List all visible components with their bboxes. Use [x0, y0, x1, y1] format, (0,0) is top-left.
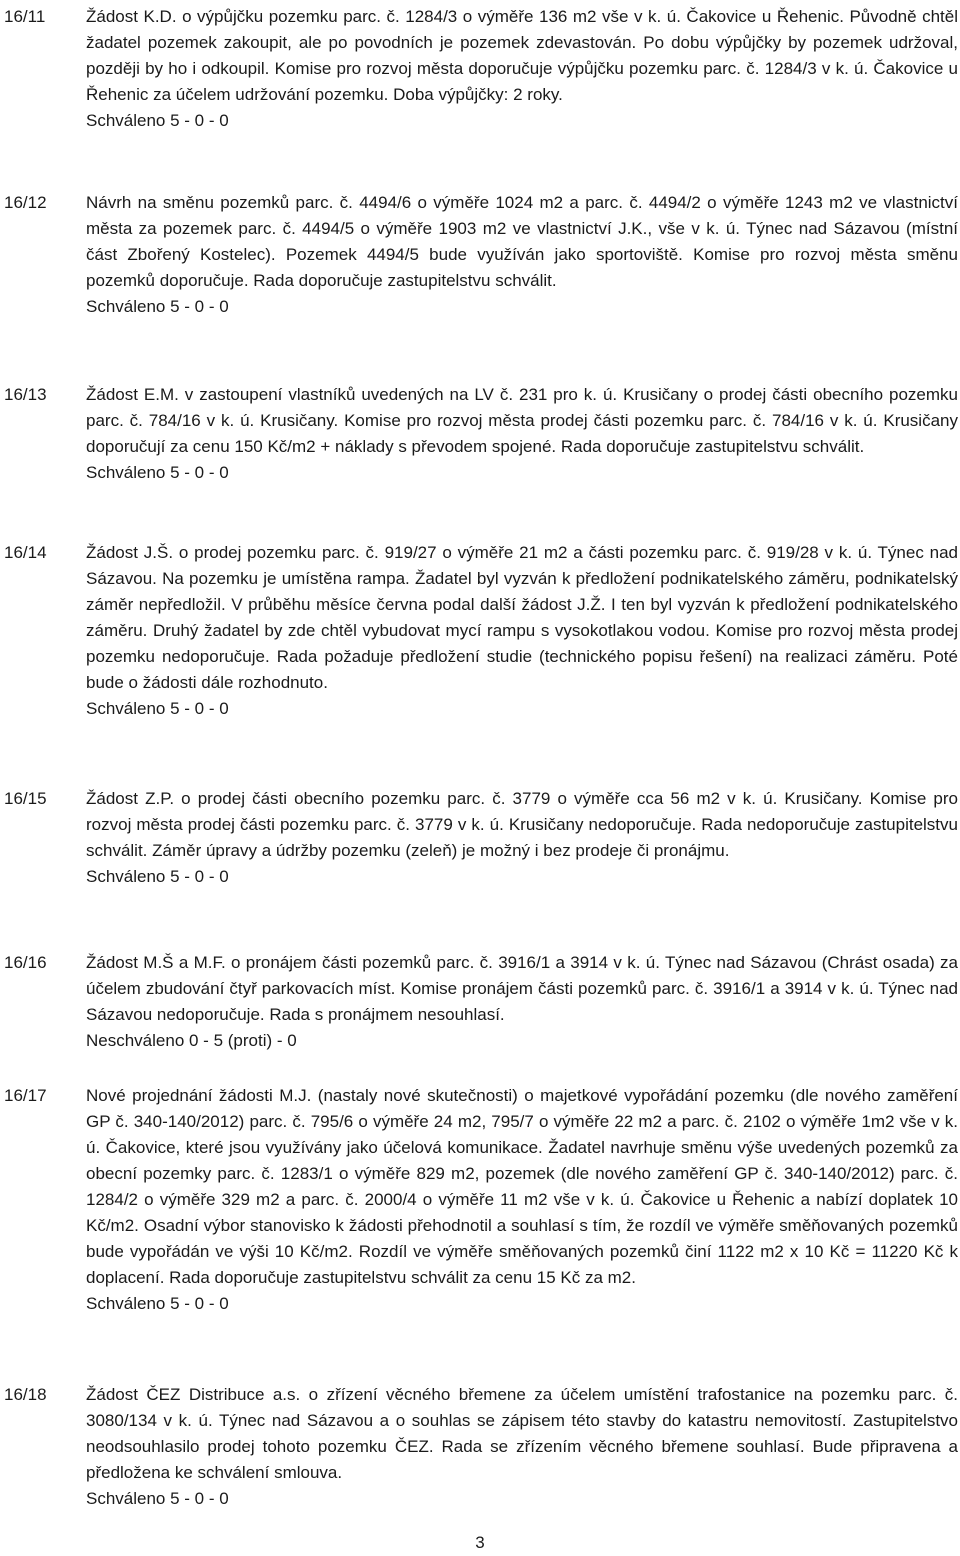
vote-result: Schváleno 5 - 0 - 0 [86, 1489, 229, 1508]
resolution-number: 16/12 [4, 193, 47, 212]
resolution-text: Nové projednání žádosti M.J. (nastaly nové skutečnosti) o majetkové vypořádání pozemku (dle nového zaměření GP č. 340-140/2012) parc. č. 795/6 o výměře 24 m2, 795/7 o výměře 22 m2 a parc. č. 2102 o výměře 1m2 vše v k. ú. Čakovice, které jsou využívány jako účelová komunikace. Žadatel navrhuje směnu výše uvedených pozemků za obecní pozemky parc. č. 1283/1 o výměře 829 m2, pozemek (dle nového zaměření GP č. 340-140/2012) parc. č. 1284/2 o výměře 329 m2 a parc. č. 2000/4 o výměře 11 m2 vše v k. ú. Čakovice u Řehenic a nabízí doplatek 10 Kč/m2. Osadní výbor stanovisko k žádosti přehodnotil a souhlasí s tím, že rozdíl ve výměře směňovaných pozemků bude vypořádán ve výši 10 Kč/m2. Rozdíl ve výměře směňovaných pozemků činí 1122 m2 x 10 Kč = 11220 Kč k doplacení. Rada doporučuje zastupitelstvu schválit za cenu 15 Kč za m2. [86, 1086, 958, 1287]
vote-result: Schváleno 5 - 0 - 0 [86, 699, 229, 718]
vote-result: Schváleno 5 - 0 - 0 [86, 463, 229, 482]
resolution-text: Žádost Z.P. o prodej části obecního pozemku parc. č. 3779 o výměře cca 56 m2 v k. ú. Krusičany. Komise pro rozvoj města prodej části pozemku parc. č. 3779 v k. ú. Krusičany nedoporučuje. Rada nedoporučuje zastupitelstvu schválit. Záměr úpravy a údržby pozemku (zeleň) je možný i bez prodeje či pronájmu. [86, 789, 958, 860]
resolution-number: 16/17 [4, 1086, 47, 1105]
resolution-number: 16/15 [4, 789, 47, 808]
resolution-number: 16/16 [4, 953, 47, 972]
resolution-number: 16/11 [4, 7, 46, 26]
vote-result: Schváleno 5 - 0 - 0 [86, 111, 229, 130]
resolution-text: Návrh na směnu pozemků parc. č. 4494/6 o výměře 1024 m2 a parc. č. 4494/2 o výměře 1243 m2 ve vlastnictví města za pozemek parc. č. 4494/5 o výměře 1903 m2 ve vlastnictví J.K., vše v k. ú. Týnec nad Sázavou (místní část Zbořený Kostelec). Pozemek 4494/5 bude využíván jako sportoviště. Komise pro rozvoj města směnu pozemků doporučuje. Rada doporučuje zastupitelstvu schválit. [86, 193, 958, 290]
vote-result: Neschváleno 0 - 5 (proti) - 0 [86, 1031, 297, 1050]
resolution-text: Žádost ČEZ Distribuce a.s. o zřízení věcného břemene za účelem umístění trafostanice na pozemku parc. č. 3080/134 v k. ú. Týnec nad Sázavou a o souhlas se zápisem této stavby do katastru nemovitostí. Zastupitelstvo neodsouhlasilo prodej tohoto pozemku ČEZ. Rada se zřízením věcného břemene souhlasí. Bude připravena a předložena ke schválení smlouva. [86, 1385, 958, 1482]
vote-result: Schváleno 5 - 0 - 0 [86, 1294, 229, 1313]
resolution-number: 16/14 [4, 543, 47, 562]
resolution-text: Žádost M.Š a M.F. o pronájem části pozemků parc. č. 3916/1 a 3914 v k. ú. Týnec nad Sázavou (Chrást osada) za účelem zbudování čtyř parkovacích míst. Komise pronájem části pozemků parc. č. 3916/1 a 3914 v k. ú. Týnec nad Sázavou nedoporučuje. Rada s pronájmem nesouhlasí. [86, 953, 958, 1024]
vote-result: Schváleno 5 - 0 - 0 [86, 867, 229, 886]
resolution-text: Žádost E.M. v zastoupení vlastníků uvedených na LV č. 231 pro k. ú. Krusičany o prodej části obecního pozemku parc. č. 784/16 v k. ú. Krusičany. Komise pro rozvoj města prodej části pozemku parc. č. 784/16 v k. ú. Krusičany doporučují za cenu 150 Kč/m2 + náklady s převodem spojené. Rada doporučuje zastupitelstvu schválit. [86, 385, 958, 456]
vote-result: Schváleno 5 - 0 - 0 [86, 297, 229, 316]
resolution-number: 16/18 [4, 1385, 47, 1404]
page-number: 3 [475, 1533, 485, 1552]
resolution-text: Žádost J.Š. o prodej pozemku parc. č. 919/27 o výměře 21 m2 a části pozemku parc. č. 919/28 v k. ú. Týnec nad Sázavou. Na pozemku je umístěna rampa. Žadatel byl vyzván k předložení podnikatelského záměru, podnikatelský záměr nepředložil. V průběhu měsíce června podal další žádost J.Ž. I ten byl vyzván k předložení podnikatelského záměru. Druhý žadatel by zde chtěl vybudovat mycí rampu s vysokotlakou vodou. Komise pro rozvoj města prodej pozemku nedoporučuje. Rada požaduje předložení studie (technického popisu řešení) na realizaci záměru. Poté bude o žádosti dále rozhodnuto. [86, 543, 958, 692]
resolution-text: Žádost K.D. o výpůjčku pozemku parc. č. 1284/3 o výměře 136 m2 vše v k. ú. Čakovice u Řehenic. Původně chtěl žadatel pozemek zakoupit, ale po povodních je pozemek zdevastován. Po dobu výpůjčky by pozemek udržoval, později by ho i odkoupil. Komise pro rozvoj města doporučuje výpůjčku pozemku parc. č. 1284/3 v k. ú. Čakovice u Řehenic za účelem udržování pozemku. Doba výpůjčky: 2 roky. [86, 7, 958, 104]
resolution-number: 16/13 [4, 385, 47, 404]
